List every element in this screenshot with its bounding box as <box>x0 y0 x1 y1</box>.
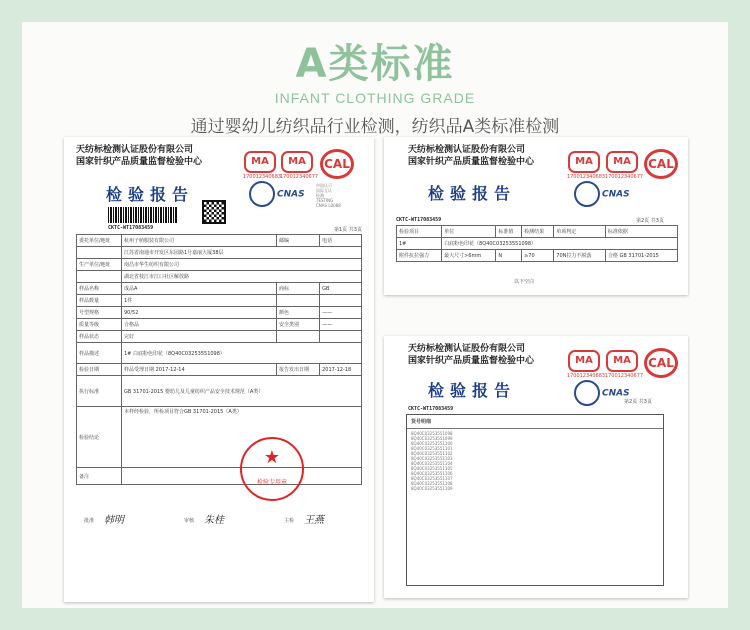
cal-logo-2: CAL <box>644 149 678 179</box>
code-item: 8Q40C03253551098 <box>411 431 453 436</box>
report-page-2 <box>384 137 688 295</box>
cma-logo-4: MA 170012340677 <box>606 151 638 173</box>
info-table: 委托单位/地址 杭州子萌服装有限公司 邮编 电话 江苏省南通市开发区东园路1号嘉丽大厦38层 生产单位/地址 南昌市华生纺织有限公司 湖北省枝江市江口社区解放路 样品名称 成品A 商标 GB 样品数量 1件 号型规格 90/52 颜色 —— 质量等级 合格品 安全类别 —— 样品状态 完好 样品描述 1# 白底粉色印花（8Q40C03253551098） 检验日期 样品受理日期 2017-12-14 报告发出日期 2017-12-18 执行标准 GB 31701-2015 婴幼儿及儿童纺织产品安全技术规范（A类） 检验结论 本样经检验，所检项目符合GB 31701-2015（A类） 备注 <box>76 234 362 485</box>
code-item: 8Q40C03253551107 <box>411 476 453 481</box>
code-item: 8Q40C03253551109 <box>411 486 453 491</box>
report-page-3 <box>384 336 688 598</box>
cnas-logo-3: CNAS <box>574 380 630 406</box>
code-item: 8Q40C03253551100 <box>411 441 453 446</box>
signature-2: 朱桂 <box>204 515 224 526</box>
org-center-2: 国家针织产品质量监督检验中心 <box>408 157 535 167</box>
checker-label: 审核 <box>184 518 195 524</box>
code-item: 8Q40C03253551103 <box>411 456 453 461</box>
org-center: 国家针织产品质量监督检验中心 <box>76 157 203 167</box>
signature-3: 王燕 <box>304 515 324 526</box>
report-number-2: CKTC-WT17083459 <box>396 217 442 223</box>
code-item: 8Q40C03253551102 <box>411 451 453 456</box>
code-list <box>407 428 663 493</box>
signature-1: 韩明 <box>104 515 124 526</box>
cma-logo-6: MA 170012340677 <box>606 350 638 372</box>
code-item: 8Q40C03253551104 <box>411 461 453 466</box>
report-title-2: 检验报告 <box>428 184 517 203</box>
page-number: 第1页 共3页 <box>334 227 362 233</box>
report-number: CKTC-WT17083459 <box>108 225 154 231</box>
cnas-logo-2: CNAS <box>574 181 630 207</box>
cnas-logo: CNAS <box>249 181 305 207</box>
report-page-1 <box>64 137 374 602</box>
cal-logo-3: CAL <box>644 348 678 378</box>
end-note: 以下空白 <box>514 279 535 285</box>
code-item: 8Q40C03253551108 <box>411 481 453 486</box>
tester-label: 主检 <box>284 518 295 524</box>
code-item: 8Q40C03253551101 <box>411 446 453 451</box>
cma-logo-3: MA 170012340683 <box>568 151 600 173</box>
code-item: 8Q40C03253551106 <box>411 471 453 476</box>
page-description: 通过婴幼儿纺织品行业检测，纺织品A类标准检测 <box>190 117 560 137</box>
cal-logo: CAL <box>320 149 354 179</box>
cma-logo-2: MA 170012340677 <box>281 151 313 173</box>
page-title: A类标准 <box>295 41 455 87</box>
code-list-box <box>406 414 664 586</box>
code-list-title: 货号明细 <box>411 419 432 425</box>
approver-label: 批准 <box>84 518 95 524</box>
org-center-3: 国家针织产品质量监督检验中心 <box>408 356 535 366</box>
code-item: 8Q40C03253551099 <box>411 436 453 441</box>
cma-logo-5: MA 170012340683 <box>568 350 600 372</box>
barcode <box>108 207 178 223</box>
report-title: 检验报告 <box>106 185 195 204</box>
test-result-table: 检验项目 单位 标准值 检测结果 单项判定 标准依据 1# 白底粉色印花（8Q40C03253551098） 附件抗拉强力 最大尺寸>6mm N ≥70 70N拉力不脱落 合格 GB 31701-2015 <box>396 225 678 262</box>
org-name-2: 天纺标检测认证股份有限公司 <box>408 145 526 155</box>
page-number-2: 第2页 共3页 <box>636 218 664 224</box>
official-seal: ★ 检验专用章 <box>240 437 304 501</box>
report-title-3: 检验报告 <box>428 381 517 400</box>
org-name-3: 天纺标检测认证股份有限公司 <box>408 344 526 354</box>
report-number-3: CKTC-WT17083459 <box>408 406 454 412</box>
qr-code <box>202 200 226 224</box>
cnas-caption: 中国认可 国际互认 检测 TESTING CNAS L0088 <box>316 183 341 208</box>
org-name: 天纺标检测认证股份有限公司 <box>76 145 194 155</box>
cma-logo-1: MA 170012340683 <box>244 151 276 173</box>
page-number-3: 第2页 共3页 <box>624 399 652 405</box>
page-subtitle: INFANT CLOTHING GRADE <box>274 90 476 106</box>
code-item: 8Q40C03253551105 <box>411 466 453 471</box>
